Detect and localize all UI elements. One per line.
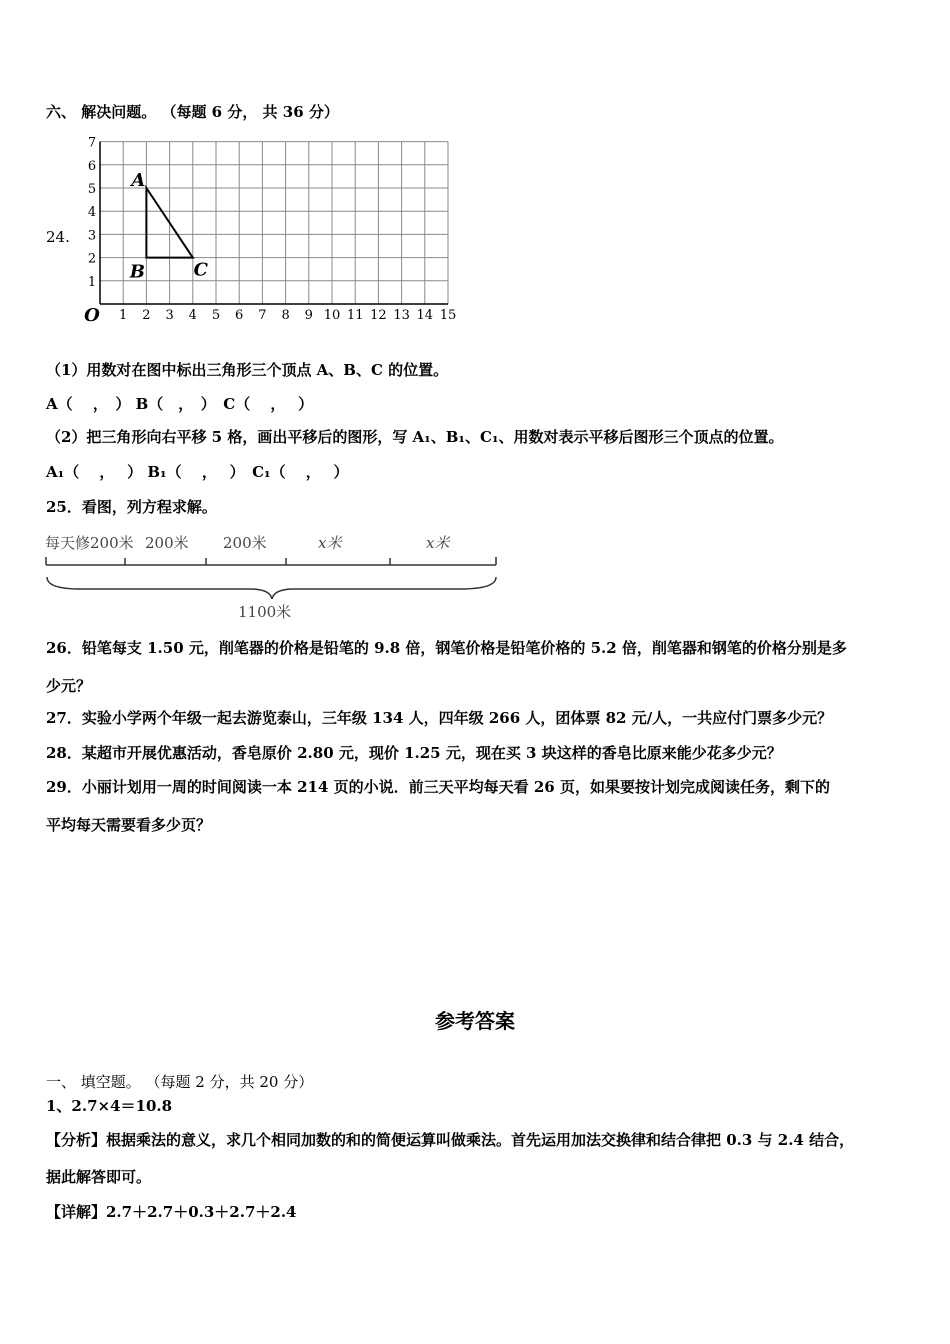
segment-label: x米	[426, 534, 450, 552]
y-tick-label: 7	[87, 135, 97, 151]
y-tick-label: 3	[87, 228, 97, 244]
x-tick-label: 15	[439, 308, 457, 323]
q28: 28．某超市开展优惠活动，香皂原价 2.80 元，现价 1.25 元，现在买 3 块这样的香皂比原来能少花多少元？	[46, 744, 782, 762]
analysis-line1: 【分析】根据乘法的意义，求几个相同加数的和的简便运算叫做乘法。首先运用加法交换律和结合律把 0.3 与 2.4 结合，	[46, 1131, 855, 1149]
x-tick-label: 5	[211, 308, 221, 323]
segment-label: 200米	[223, 534, 267, 552]
segment-label: 每天修200米	[45, 534, 134, 552]
q24-part2: （2）把三角形向右平移 5 格，画出平移后的图形，写 A₁、B₁、C₁、用数对表示平移后图形三个顶点的位置。	[46, 428, 784, 446]
q26-line2: 少元？	[46, 677, 92, 695]
x-tick-label: 11	[346, 308, 364, 323]
answer-1: 1、2.7×4＝10.8	[46, 1097, 173, 1115]
x-tick-label: 12	[370, 308, 387, 323]
y-tick-label: 1	[87, 274, 97, 290]
x-tick-label: 2	[142, 308, 151, 323]
vertex-label: C	[193, 259, 208, 281]
coordinate-grid	[0, 130, 470, 330]
q24-answer2: A₁（ ， ） B₁（ ， ） C₁（ ， ）	[46, 463, 349, 481]
q24-answer1: A（ ， ） B（ ， ） C（ ， ）	[46, 395, 314, 413]
question-number: 24.	[46, 228, 70, 246]
y-tick-label: 5	[87, 182, 97, 197]
total-label: 1100米	[238, 603, 292, 621]
section-title: 六、 解决问题。 （每题 6 分， 共 36 分）	[46, 103, 339, 121]
q26-line1: 26．铅笔每支 1.50 元，削笔器的价格是铅笔的 9.8 倍，钢笔价格是铅笔价格的 5.2 倍，削笔器和钢笔的价格分别是多	[46, 639, 847, 657]
answers-title: 参考答案	[435, 1009, 515, 1033]
segment-label: 200米	[145, 534, 189, 552]
x-tick-label: 4	[188, 308, 197, 323]
y-tick-label: 4	[87, 205, 97, 221]
q24-part1: （1）用数对在图中标出三角形三个顶点 A、B、C 的位置。	[46, 361, 449, 379]
q27: 27．实验小学两个年级一起去游览泰山，三年级 134 人，四年级 266 人，团体票 82 元/人，一共应付门票多少元？	[46, 709, 833, 727]
x-tick-label: 13	[393, 308, 410, 323]
analysis-line2: 据此解答即可。	[46, 1168, 152, 1186]
x-tick-label: 7	[258, 308, 267, 323]
vertex-label: B	[129, 261, 146, 283]
vertex-label: A	[131, 170, 146, 191]
origin-label: O	[84, 305, 100, 326]
x-tick-label: 8	[281, 308, 290, 323]
segment-label: x米	[318, 534, 342, 552]
q25-text: 25．看图，列方程求解。	[46, 498, 217, 516]
q29-line2: 平均每天需要看多少页？	[46, 816, 212, 834]
answers-section: 一、 填空题。 （每题 2 分，共 20 分）	[46, 1073, 314, 1091]
x-tick-label: 10	[323, 308, 341, 323]
x-tick-label: 14	[416, 308, 434, 323]
x-tick-label: 9	[304, 308, 313, 323]
y-tick-label: 6	[87, 158, 97, 174]
y-tick-label: 2	[87, 251, 97, 267]
x-tick-label: 3	[165, 308, 174, 323]
q29-line1: 29．小丽计划用一周的时间阅读一本 214 页的小说．前三天平均每天看 26 页，如果要按计划完成阅读任务，剩下的	[46, 778, 830, 796]
x-tick-label: 6	[235, 308, 244, 323]
detail: 【详解】2.7＋2.7＋0.3＋2.7＋2.4	[46, 1203, 297, 1221]
x-tick-label: 1	[119, 308, 128, 323]
